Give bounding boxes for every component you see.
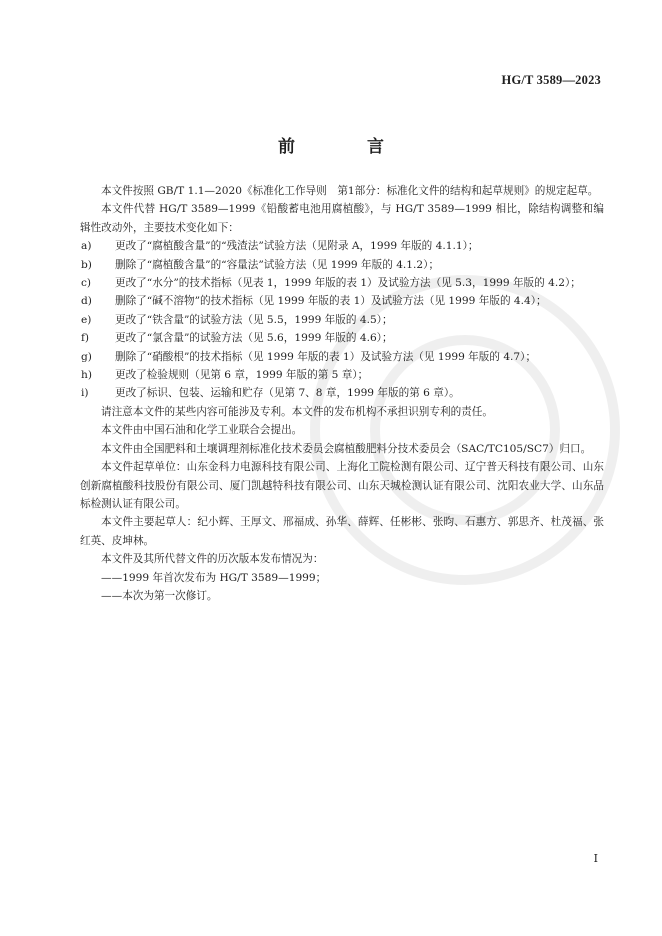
- list-item: [80, 384, 604, 402]
- paragraph-history-intro: 本文件及其所代替文件的历次版本发布情况为：: [101, 553, 324, 566]
- list-item-text: 删除了“硝酸根”的技术指标（见 1999 年版的表 1）及试验方法（见 1999 年版的 4.7）；: [115, 350, 537, 363]
- list-item-text: 删除了“腐植酸含量”的“容量法”试验方法（见 1999 年版的 4.1.2）；: [115, 258, 440, 271]
- list-item-text: 更改了“铁含量”的试验方法（见 5.5，1999 年版的 4.5）；: [115, 313, 393, 326]
- paragraph-technical-committee: 本文件由全国肥料和土壤调理剂标准化技术委员会腐植酸肥料分技术委员会（SAC/TC105/SC7）归口。: [101, 442, 592, 455]
- list-item-text: 更改了检验规则（见第 6 章，1999 年版的第 5 章）；: [115, 369, 369, 382]
- list-marker: e): [81, 313, 92, 326]
- list-item: [80, 348, 604, 366]
- page-number: I: [593, 852, 598, 865]
- list-item-text: 更改了标识、包装、运输和贮存（见第 7、8 章，1999 年版的第 6 章）。: [115, 387, 460, 400]
- list-marker: g): [81, 350, 92, 363]
- changes-list: [80, 237, 604, 403]
- list-item: [80, 366, 604, 384]
- list-marker: h): [81, 369, 92, 382]
- paragraph-proposer: 本文件由中国石油和化学工业联合会提出。: [101, 424, 303, 437]
- list-item: [80, 329, 604, 347]
- list-item: [80, 311, 604, 329]
- list-item: [80, 256, 604, 274]
- paragraph-drafting-units: 本文件起草单位：山东金科力电源科技有限公司、上海化工院检测有限公司、辽宁普天科技有限公司、山东创新腐植酸科技股份有限公司、厦门凯越特科技有限公司、山东天城检测认证有限公司、沈阳农业大学、山东品标检测认证有限公司。: [80, 461, 604, 510]
- paragraph-patent-notice: 请注意本文件的某些内容可能涉及专利。本文件的发布机构不承担识别专利的责任。: [101, 405, 493, 418]
- paragraph-replacement: 本文件代替 HG/T 3589—1999《铅酸蓄电池用腐植酸》，与 HG/T 3589—1999 相比，除结构调整和编辑性改动外，主要技术变化如下：: [80, 203, 604, 234]
- foreword-body: [80, 182, 604, 605]
- list-item: [80, 292, 604, 310]
- history-item: ——本次为第一次修订。: [101, 589, 218, 602]
- list-item-text: 更改了“水分”的技术指标（见表 1，1999 年版的表 1）及试验方法（见 5.3，1999 年版的 4.2）；: [115, 277, 581, 290]
- page-title: 前 言: [278, 137, 417, 157]
- list-item: [80, 237, 604, 255]
- list-item-text: 更改了“腐植酸含量”的“残渣法”试验方法（见附录 A，1999 年版的 4.1.1）；: [115, 240, 479, 253]
- list-item-text: 更改了“氯含量”的试验方法（见 5.6，1999 年版的 4.6）；: [115, 332, 393, 345]
- standard-code: HG/T 3589—2023: [501, 73, 601, 87]
- list-marker: c): [81, 277, 92, 290]
- history-item: ——1999 年首次发布为 HG/T 3589—1999；: [101, 571, 327, 584]
- list-marker: a): [81, 240, 92, 253]
- list-marker: b): [81, 258, 92, 271]
- list-item: [80, 274, 604, 292]
- list-marker: f): [81, 332, 90, 345]
- list-marker: d): [81, 295, 92, 308]
- list-item-text: 删除了“碱不溶物”的技术指标（见 1999 年版的表 1）及试验方法（见 1999 年版的 4.4）；: [115, 295, 547, 308]
- list-marker: i): [81, 387, 89, 400]
- paragraph-drafters: 本文件主要起草人：纪小辉、王厚文、邢福成、孙华、薛辉、任彬彬、张昀、石惠方、郭思齐、杜茂福、张红英、皮坤林。: [80, 516, 604, 547]
- paragraph-drafting-rules: 本文件按照 GB/T 1.1—2020《标准化工作导则 第1部分：标准化文件的结构和起草规则》的规定起草。: [101, 185, 599, 197]
